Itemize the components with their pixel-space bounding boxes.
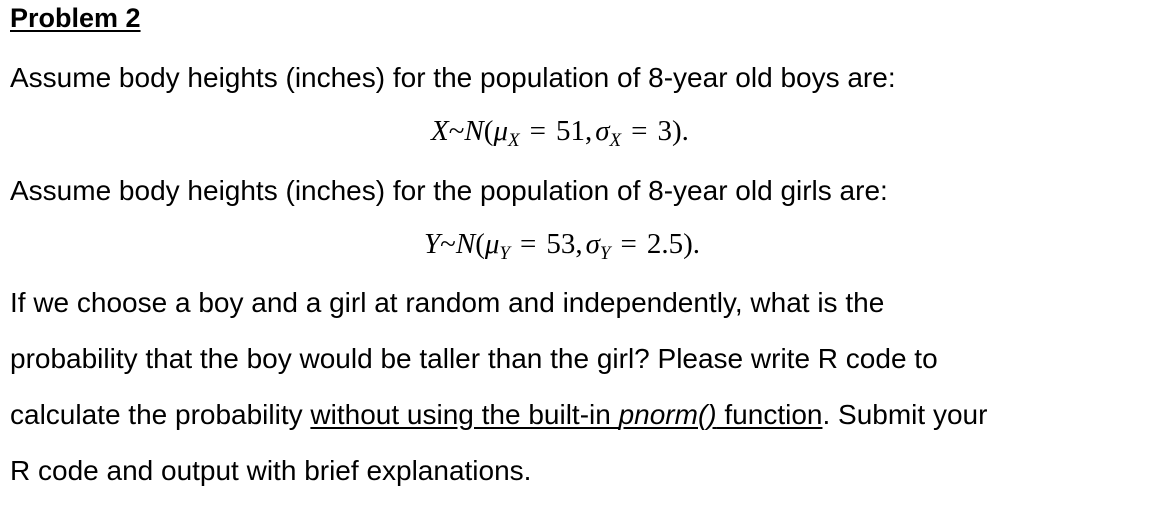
girls-intro-text: Assume body heights (inches) for the population of 8-year old girls are: (10, 175, 888, 206)
question-line-3-end: . Submit your (822, 399, 988, 430)
question-line-3 (10, 401, 987, 429)
boys-mu-subscript: X (508, 130, 520, 151)
boys-mean-value: 51 (555, 115, 585, 147)
girls-dist-symbol: N (455, 228, 476, 260)
girls-mu-subscript: Y (499, 243, 510, 264)
boys-dist-symbol: N (464, 115, 484, 147)
question-line-1: If we choose a boy and a girl at random and independently, what is the (10, 287, 885, 318)
girls-variable: Y (424, 228, 441, 260)
girls-sd-value: 2.5 (646, 228, 684, 260)
boys-sigma-subscript: X (609, 130, 622, 151)
underlined-instruction (310, 399, 822, 430)
underlined-instruction-part-b: function (716, 399, 823, 430)
girls-sigma-subscript: Y (599, 243, 611, 264)
boys-variable: X (431, 115, 449, 147)
boys-sd-value: 3 (657, 115, 672, 147)
girls-distribution-equation: $Y\sim N(\mu_Y = 53$, $\sigma_Y = 2.5$). (424, 228, 701, 264)
boys-intro-text: Assume body heights (inches) for the population of 8-year old boys are: (10, 62, 896, 93)
underlined-instruction-part-a: without using the built-in (310, 399, 619, 430)
pnorm-function-name: pnorm() (618, 399, 717, 430)
question-line-3-start: calculate the probability (10, 399, 311, 430)
girls-mean-value: 53 (546, 228, 576, 260)
question-line-2: probability that the boy would be taller than the girl? Please write R code to (10, 343, 938, 374)
question-line-4: R code and output with brief explanations. (10, 455, 532, 486)
problem-title: Problem 2 (10, 3, 141, 33)
boys-distribution-equation: $X\sim N(\mu_X = 51$, $\sigma_X = 3$). (431, 115, 689, 151)
